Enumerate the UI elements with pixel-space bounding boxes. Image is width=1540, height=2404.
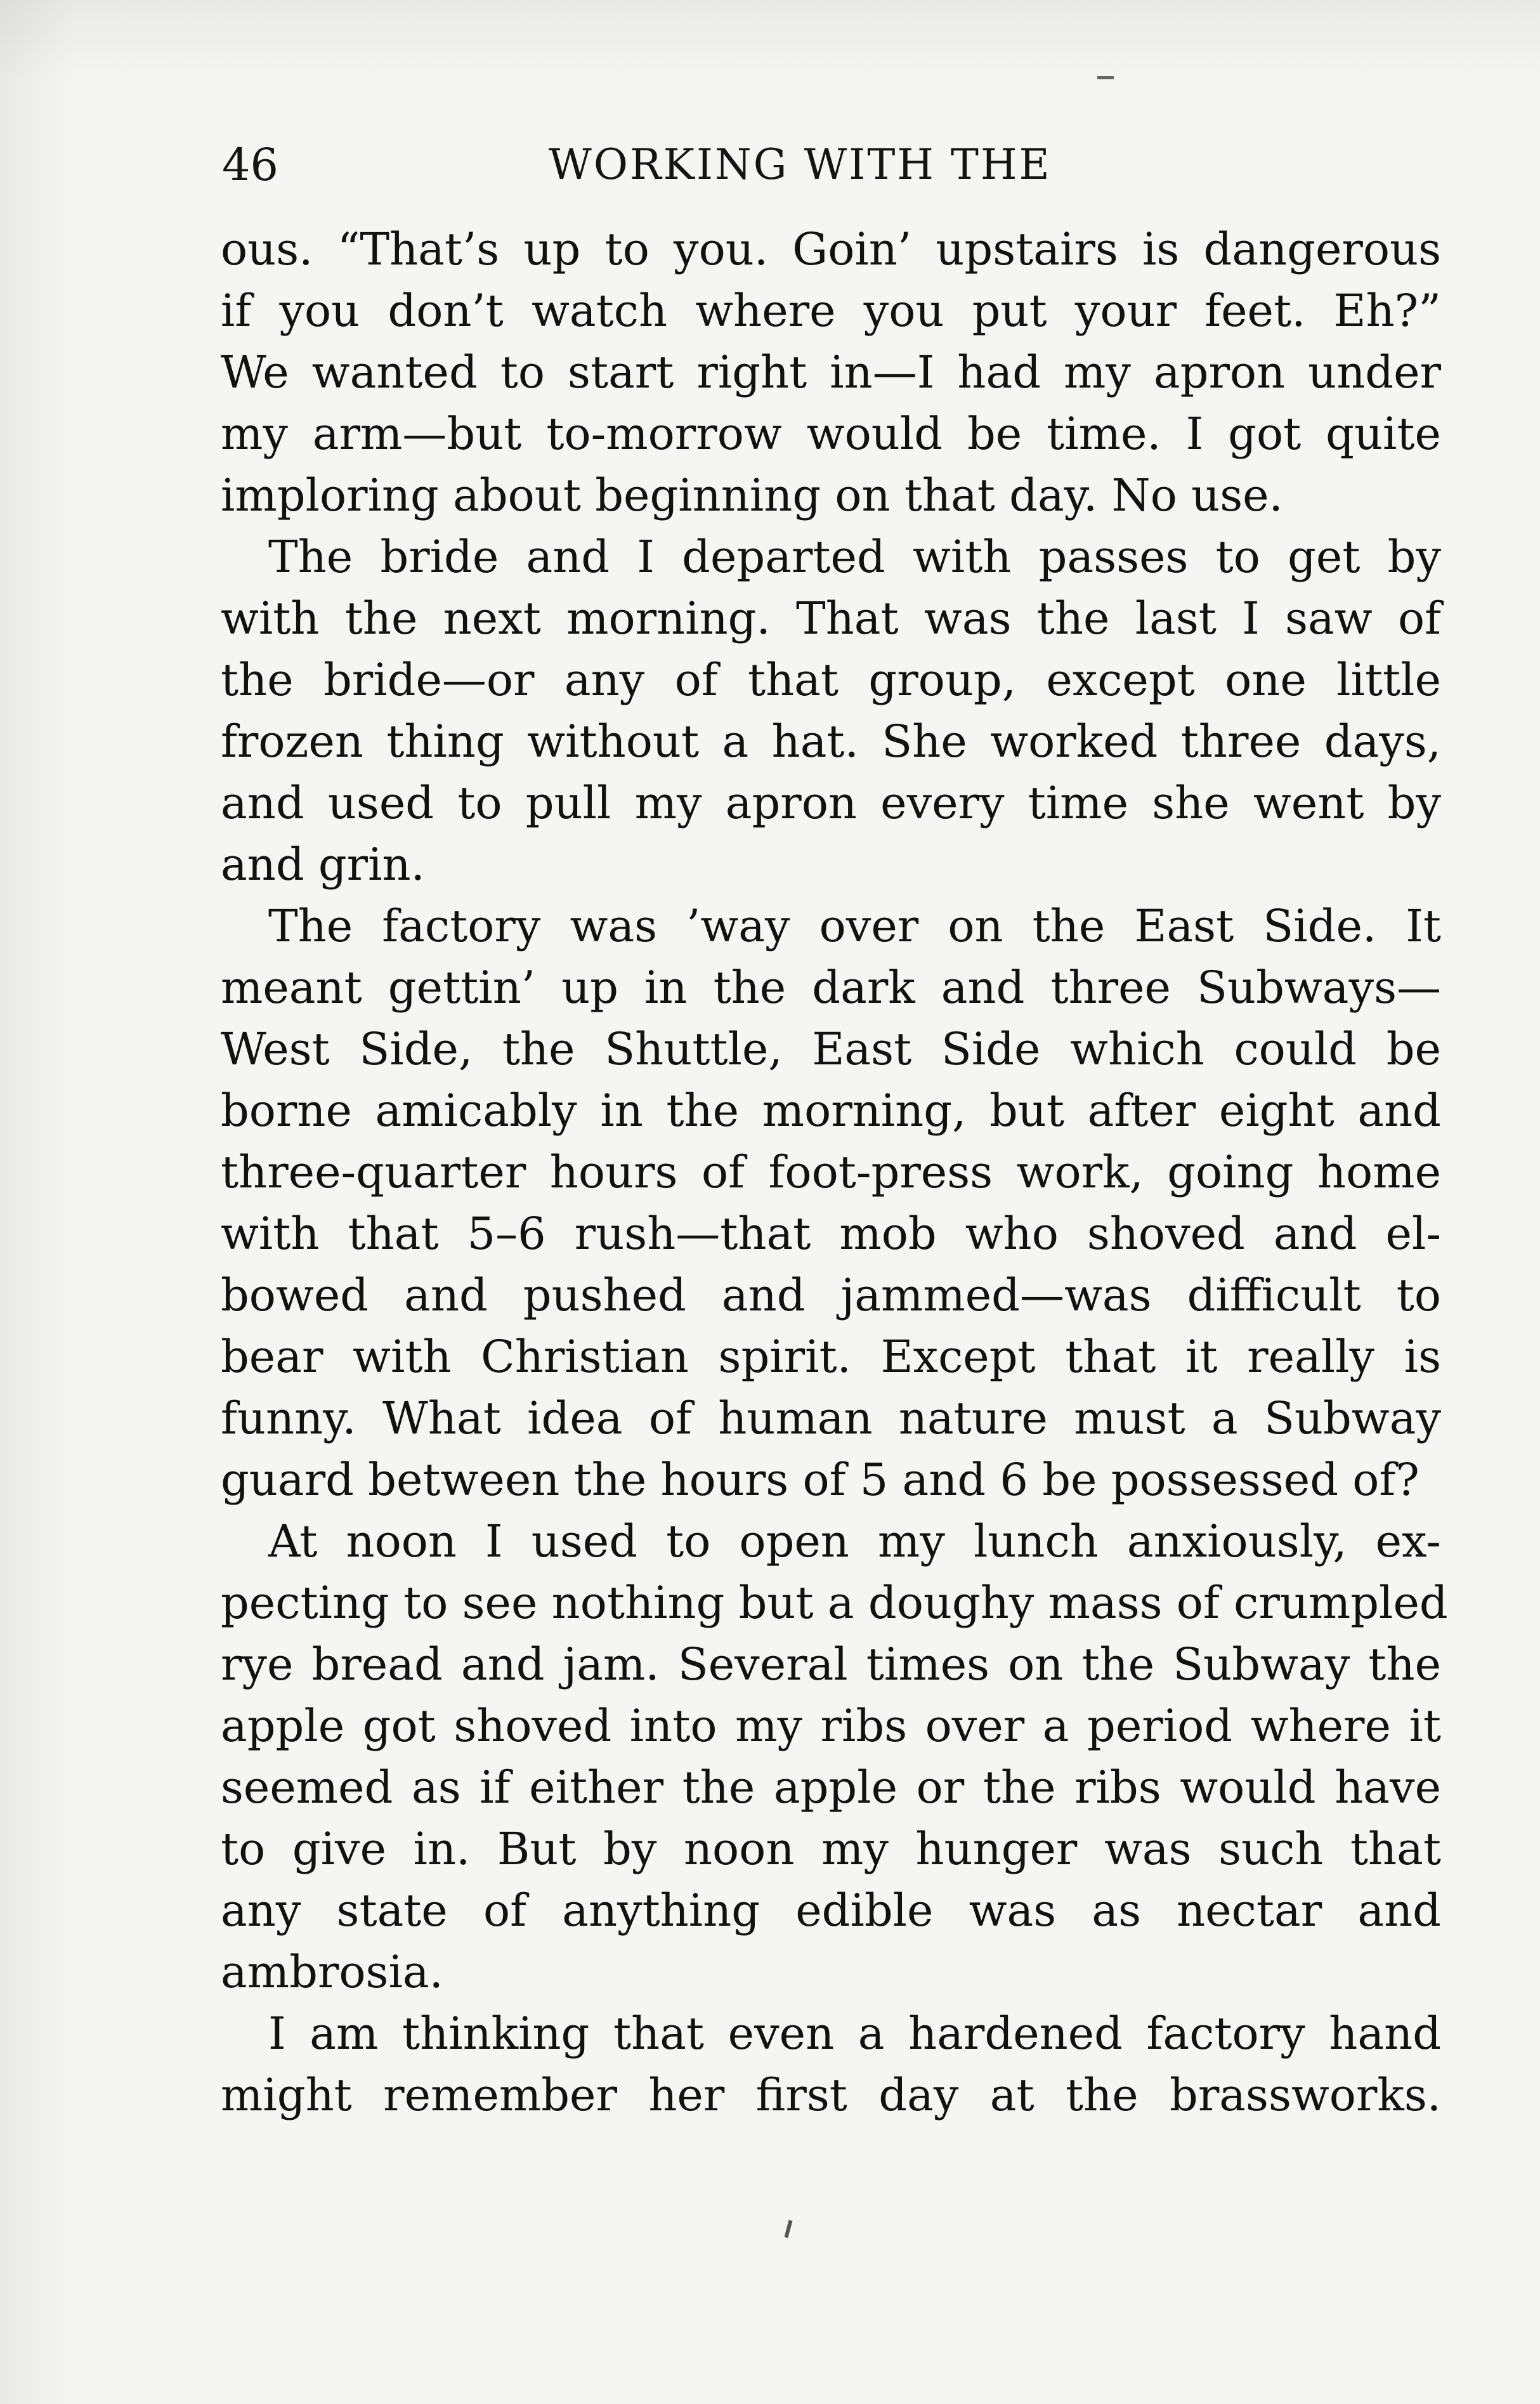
body-text [221, 219, 1448, 2126]
stray-ink-mark-top [1097, 76, 1114, 79]
stray-ink-mark-bottom [784, 2220, 792, 2238]
text-line: The factory was ’way over on the East Side. It [268, 900, 1441, 952]
text-line: rye bread and jam. Several times on the Subway the [221, 1638, 1441, 1690]
text-line: borne amicably in the morning, but after eight and [221, 1085, 1441, 1137]
page-number: 46 [222, 139, 279, 191]
text-line: the bride—or any of that group, except one little [221, 654, 1441, 706]
text-line: At noon I used to open my lunch anxiously, ex- [268, 1515, 1441, 1567]
text-line: imploring about beginning on that day. No use. [221, 469, 1283, 521]
text-line: might remember her first day at the brassworks. [221, 2069, 1441, 2121]
text-line: We wanted to start right in—I had my apron under [221, 346, 1441, 398]
text-line: three-quarter hours of foot-press work, going home [221, 1146, 1441, 1198]
text-line: if you don’t watch where you put your feet. Eh?” [221, 285, 1441, 337]
text-line: with the next morning. That was the last I saw of [221, 592, 1441, 644]
text-line: I am thinking that even a hardened factory hand [268, 2008, 1441, 2060]
text-line: frozen thing without a hat. She worked three days, [221, 715, 1441, 768]
text-line: and grin. [221, 839, 425, 891]
text-line: apple got shoved into my ribs over a period where it [221, 1700, 1441, 1752]
text-line: seemed as if either the apple or the ribs would have [221, 1761, 1441, 1813]
text-line: West Side, the Shuttle, East Side which could be [221, 1023, 1441, 1075]
text-line: with that 5–6 rush—that mob who shoved and el- [221, 1208, 1441, 1260]
page-edge-shading-top [0, 0, 1540, 82]
text-line: ambrosia. [221, 1946, 443, 1998]
text-line: bear with Christian spirit. Except that it really is [221, 1331, 1441, 1383]
text-line: to give in. But by noon my hunger was such that [221, 1823, 1441, 1875]
text-line: my arm—but to-morrow would be time. I got quite [221, 408, 1441, 460]
text-line: funny. What idea of human nature must a Subway [221, 1392, 1441, 1444]
page-edge-shading-left [0, 0, 76, 2404]
text-line: pecting to see nothing but a doughy mass of crumpled [221, 1577, 1448, 1629]
running-head: WORKING WITH THE [549, 140, 1052, 189]
text-line: ous. “That’s up to you. Goin’ upstairs is dangerous [221, 223, 1441, 275]
text-line: The bride and I departed with passes to get by [268, 531, 1441, 583]
text-line: meant gettin’ up in the dark and three Subways— [221, 962, 1441, 1014]
text-line: bowed and pushed and jammed—was difficult to [221, 1269, 1441, 1321]
text-line: any state of anything edible was as nectar and [221, 1885, 1441, 1937]
page-header [222, 130, 1440, 200]
text-line: guard between the hours of 5 and 6 be possessed of? [221, 1454, 1419, 1506]
text-line: and used to pull my apron every time she went by [221, 777, 1441, 829]
